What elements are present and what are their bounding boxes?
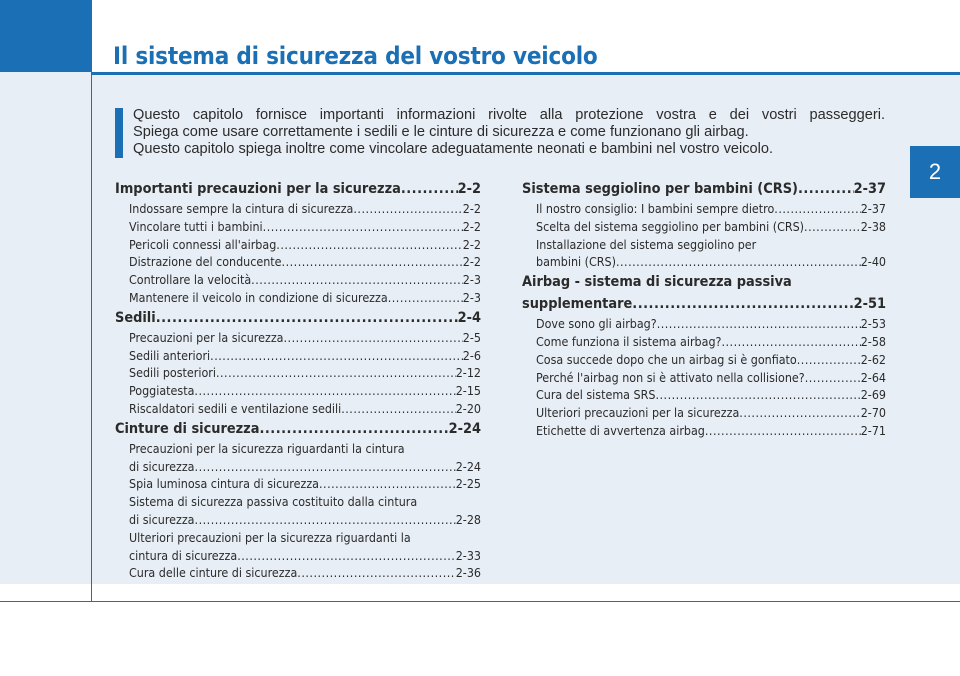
toc-section-title: Airbag - sistema di sicurezza passiva bbox=[522, 274, 792, 291]
toc-entry-page: 2-3 bbox=[462, 289, 481, 305]
left-margin-line bbox=[91, 72, 92, 602]
toc-section-label: Cinture di sicurezza bbox=[115, 420, 260, 437]
dot-leader bbox=[401, 178, 458, 200]
bottom-rule bbox=[0, 601, 960, 602]
toc-section-label: Importanti precauzioni per la sicurezza bbox=[115, 181, 401, 197]
toc-section-page: 2-4 bbox=[457, 309, 481, 326]
dot-leader bbox=[632, 293, 853, 315]
toc-entry[interactable] bbox=[522, 351, 886, 369]
dot-leader bbox=[721, 333, 860, 351]
dot-leader bbox=[251, 271, 463, 289]
toc-section-page: 2-24 bbox=[448, 420, 481, 437]
toc-entry-page: 2-3 bbox=[462, 272, 481, 288]
toc-entry[interactable] bbox=[115, 347, 481, 365]
toc-entry-label: Pericoli connessi all'airbag bbox=[129, 236, 277, 252]
toc-section-label: Sedili bbox=[115, 309, 156, 326]
intro-line: Questo capitolo fornisce importanti informazioni rivolte alla protezione vostra e dei vostri passeggeri. bbox=[133, 107, 885, 123]
intro-line: Questo capitolo spiega inoltre come vincolare adeguatamente neonati e bambini nel vostro veicolo. bbox=[133, 141, 774, 157]
toc-entry[interactable] bbox=[522, 404, 886, 422]
toc-entry-page: 2-2 bbox=[462, 218, 481, 234]
toc-entry[interactable] bbox=[115, 475, 481, 493]
toc-entry-label: Scelta del sistema seggiolino per bambini (CRS) bbox=[536, 218, 805, 234]
toc-entry-label: Perché l'airbag non si è attivato nella collisione? bbox=[536, 369, 805, 385]
toc-entry-page: 2-69 bbox=[860, 387, 886, 403]
toc-entry-label: cintura di sicurezza bbox=[129, 547, 238, 563]
toc-entry-page: 2-62 bbox=[860, 351, 886, 367]
toc-section-page: 2-37 bbox=[853, 181, 886, 197]
toc-entry[interactable] bbox=[115, 289, 481, 307]
intro-paragraph bbox=[133, 107, 885, 158]
dot-leader bbox=[353, 200, 462, 218]
toc-entry-page: 2-15 bbox=[455, 383, 481, 399]
toc-entry[interactable] bbox=[115, 511, 481, 529]
toc-entry-page: 2-12 bbox=[455, 365, 481, 381]
toc-entry[interactable] bbox=[115, 218, 481, 236]
toc-entry-label: Indossare sempre la cintura di sicurezza bbox=[129, 201, 354, 216]
dot-leader bbox=[195, 511, 456, 529]
intro-line: Spiega come usare correttamente i sedili e le cinture di sicurezza e come funzionano gli airbag. bbox=[133, 124, 749, 140]
dot-leader bbox=[616, 253, 861, 271]
toc-entry[interactable] bbox=[522, 315, 886, 333]
dot-leader bbox=[284, 329, 463, 347]
toc-entry[interactable] bbox=[522, 422, 886, 440]
dot-leader bbox=[739, 404, 860, 422]
toc-entry-label: Etichette di avvertenza airbag bbox=[536, 422, 705, 438]
chapter-tab[interactable]: 2 bbox=[910, 146, 960, 198]
toc-entry-page: 2-2 bbox=[462, 201, 481, 216]
intro-accent-bar bbox=[115, 108, 123, 158]
dot-leader bbox=[655, 386, 860, 404]
dot-leader bbox=[237, 547, 456, 565]
title-rule bbox=[92, 72, 960, 75]
dot-leader bbox=[797, 351, 861, 369]
toc-entry[interactable] bbox=[115, 271, 481, 289]
toc-entry[interactable] bbox=[522, 253, 886, 271]
toc-entry-page: 2-20 bbox=[455, 400, 481, 416]
toc-section-label: Sistema seggiolino per bambini (CRS) bbox=[522, 181, 798, 197]
toc-entry[interactable] bbox=[115, 547, 481, 565]
toc-entry-page: 2-53 bbox=[860, 316, 886, 332]
toc-entry-label: Poggiatesta bbox=[129, 383, 195, 399]
toc-entry[interactable] bbox=[522, 386, 886, 404]
toc-entry[interactable] bbox=[115, 364, 481, 382]
toc-right-column bbox=[522, 178, 886, 440]
toc-section[interactable] bbox=[115, 178, 481, 200]
toc-entry-label: Come funziona il sistema airbag? bbox=[536, 333, 722, 349]
dot-leader bbox=[774, 200, 860, 218]
toc-entry-label: Sedili posteriori bbox=[129, 365, 216, 381]
dot-leader bbox=[657, 315, 861, 333]
toc-entry-label: Dove sono gli airbag? bbox=[536, 316, 657, 332]
toc-entry[interactable] bbox=[522, 200, 886, 218]
toc-entry-label: Riscaldatori sedili e ventilazione sedili bbox=[129, 400, 342, 416]
dot-leader bbox=[805, 369, 861, 387]
toc-entry-label: Controllare la velocità bbox=[129, 272, 252, 288]
toc-entry-page: 2-25 bbox=[455, 476, 481, 492]
toc-section[interactable] bbox=[115, 307, 481, 329]
toc-section[interactable] bbox=[522, 293, 886, 315]
toc-entry-label: Vincolare tutti i bambini bbox=[129, 218, 263, 234]
dot-leader bbox=[297, 564, 455, 582]
dot-leader bbox=[798, 178, 854, 200]
toc-entry-page: 2-2 bbox=[462, 236, 481, 252]
toc-section-page: 2-2 bbox=[457, 181, 481, 197]
dot-leader bbox=[388, 289, 463, 307]
toc-entry-label: bambini (CRS) bbox=[536, 254, 616, 270]
toc-entry-label: Cura delle cinture di sicurezza bbox=[129, 565, 298, 581]
dot-leader bbox=[705, 422, 861, 440]
dot-leader bbox=[194, 382, 455, 400]
dot-leader bbox=[282, 253, 463, 271]
toc-entry[interactable] bbox=[115, 564, 481, 582]
toc-entry[interactable] bbox=[522, 218, 886, 236]
toc-entry-page: 2-28 bbox=[455, 511, 481, 527]
toc-section-label: supplementare bbox=[522, 296, 633, 313]
toc-entry[interactable] bbox=[115, 382, 481, 400]
toc-entry-label: Spia luminosa cintura di sicurezza bbox=[129, 476, 320, 492]
toc-entry-page: 2-24 bbox=[455, 458, 481, 474]
toc-entry-label: Cosa succede dopo che un airbag si è gonfiato bbox=[536, 351, 797, 367]
dot-leader bbox=[804, 218, 861, 236]
toc-entry-page: 2-64 bbox=[860, 369, 886, 385]
toc-entry-label: Precauzioni per la sicurezza bbox=[129, 329, 284, 345]
toc-left-column bbox=[115, 178, 481, 582]
toc-entry-text: Installazione del sistema seggiolino per bbox=[536, 236, 757, 252]
toc-entry-page: 2-6 bbox=[462, 347, 481, 363]
toc-entry-page: 2-5 bbox=[462, 329, 481, 345]
toc-entry-label: Mantenere il veicolo in condizione di sicurezza bbox=[129, 289, 388, 305]
toc-entry-label: Sedili anteriori bbox=[129, 347, 211, 363]
toc-entry-label: Il nostro consiglio: I bambini sempre dietro bbox=[536, 201, 775, 216]
toc-entry[interactable] bbox=[115, 200, 481, 218]
toc-entry[interactable] bbox=[115, 236, 481, 254]
toc-entry-page: 2-36 bbox=[455, 565, 481, 581]
toc-entry-label: di sicurezza bbox=[129, 458, 195, 474]
toc-entry-page: 2-71 bbox=[860, 422, 886, 438]
dot-leader bbox=[195, 458, 456, 476]
dot-leader bbox=[319, 475, 456, 493]
toc-entry-page: 2-70 bbox=[860, 405, 886, 421]
toc-section-page: 2-51 bbox=[853, 296, 886, 313]
toc-entry[interactable] bbox=[115, 329, 481, 347]
dot-leader bbox=[259, 418, 448, 440]
toc-section[interactable] bbox=[522, 178, 886, 200]
dot-leader bbox=[156, 307, 458, 329]
toc-entry-label: Cura del sistema SRS bbox=[536, 387, 656, 403]
corner-block bbox=[0, 0, 92, 72]
toc-entry-label: Distrazione del conducente bbox=[129, 254, 282, 270]
dot-leader bbox=[276, 236, 463, 254]
toc-entry-text: Precauzioni per la sicurezza riguardanti la cintura bbox=[129, 440, 405, 456]
toc-entry[interactable] bbox=[522, 369, 886, 387]
toc-entry-page: 2-38 bbox=[860, 218, 886, 234]
toc-entry[interactable] bbox=[115, 458, 481, 476]
toc-entry-page: 2-33 bbox=[455, 547, 481, 563]
toc-entry-label: di sicurezza bbox=[129, 511, 195, 527]
toc-entry-page: 2-2 bbox=[462, 254, 481, 270]
toc-entry[interactable] bbox=[115, 400, 481, 418]
dot-leader bbox=[341, 400, 456, 418]
toc-entry[interactable] bbox=[115, 253, 481, 271]
toc-entry-text: Ulteriori precauzioni per la sicurezza riguardanti la bbox=[129, 529, 411, 545]
dot-leader bbox=[263, 218, 463, 236]
toc-entry-label: Ulteriori precauzioni per la sicurezza bbox=[536, 405, 740, 421]
toc-section[interactable] bbox=[115, 418, 481, 440]
chapter-title: Il sistema di sicurezza del vostro veicolo bbox=[113, 42, 598, 70]
toc-entry-page: 2-40 bbox=[860, 254, 886, 270]
dot-leader bbox=[216, 364, 456, 382]
toc-entry-text: Sistema di sicurezza passiva costituito dalla cintura bbox=[129, 494, 418, 510]
toc-entry-page: 2-37 bbox=[860, 201, 886, 216]
toc-entry[interactable] bbox=[522, 333, 886, 351]
toc-entry-page: 2-58 bbox=[860, 333, 886, 349]
dot-leader bbox=[210, 347, 463, 365]
